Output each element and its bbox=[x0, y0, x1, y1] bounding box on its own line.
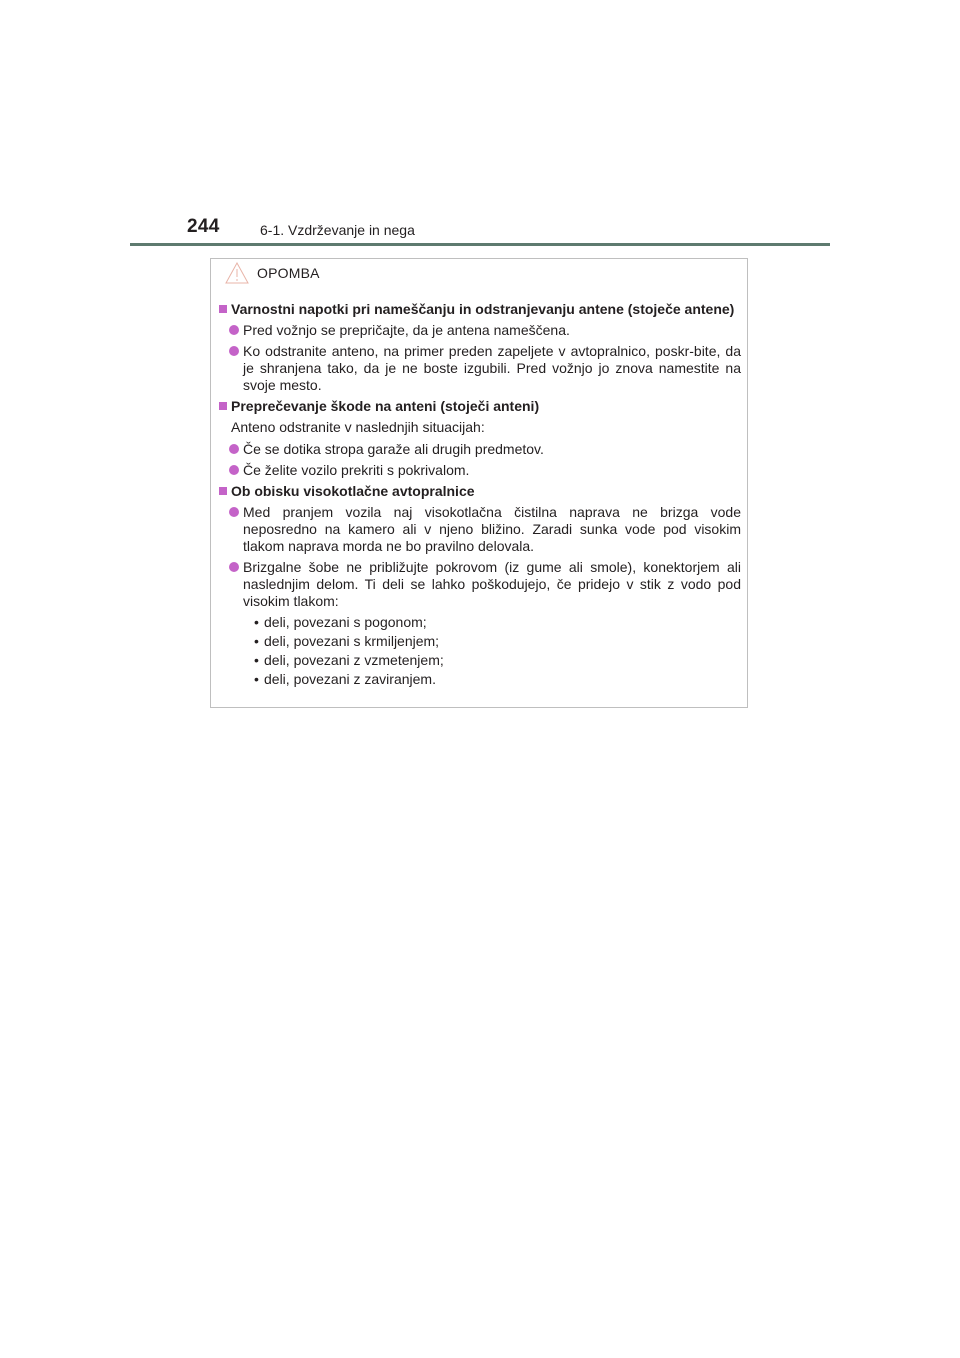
notice-body bbox=[219, 301, 741, 690]
header-rule bbox=[130, 243, 830, 246]
list-item: Pred vožnjo se prepričajte, da je antena nameščena. bbox=[218, 322, 741, 339]
circle-bullet-icon bbox=[229, 507, 239, 517]
circle-bullet-icon bbox=[229, 562, 239, 572]
section-heading: Ob obisku visokotlačne avtopralnice bbox=[219, 483, 741, 500]
dot-bullet-icon: • bbox=[254, 633, 259, 649]
sub-list-item: • deli, povezani z zaviranjem. bbox=[254, 671, 436, 687]
section-heading: Preprečevanje škode na anteni (stoječi anteni) bbox=[219, 398, 741, 415]
square-bullet-icon bbox=[219, 305, 227, 313]
list-item: Med pranjem vozila naj visokotlačna čistilna naprava ne brizga vode neposredno na kamero ali v njeno bližino. Zaradi sunka vode pod visokim tlakom naprava morda ne bo pravilno delovala. bbox=[218, 504, 741, 555]
list-item: Če želite vozilo prekriti s pokrivalom. bbox=[218, 462, 741, 479]
notice-header bbox=[225, 259, 320, 287]
notice-box bbox=[210, 258, 748, 708]
square-bullet-icon bbox=[219, 487, 227, 495]
circle-bullet-icon bbox=[229, 346, 239, 356]
list-item: Če se dotika stropa garaže ali drugih predmetov. bbox=[218, 441, 741, 458]
warning-triangle-icon bbox=[225, 262, 249, 284]
sub-list-item: • deli, povezani z vzmetenjem; bbox=[254, 652, 444, 668]
sub-list-item: • deli, povezani s krmiljenjem; bbox=[254, 633, 440, 649]
circle-bullet-icon bbox=[229, 465, 239, 475]
list-item: Ko odstranite anteno, na primer preden zapeljete v avtopralnico, poskr-bite, da je shranjena tako, da je ne boste izgubili. Pred vožnjo jo znova namestite na svoje mesto. bbox=[218, 343, 741, 394]
square-bullet-icon bbox=[219, 402, 227, 410]
sub-list-item: • deli, povezani s pogonom; bbox=[254, 614, 427, 630]
section-heading: Varnostni napotki pri nameščanju in odstranjevanju antene (stoječe antene) bbox=[219, 301, 741, 318]
dot-bullet-icon: • bbox=[254, 652, 259, 668]
dot-bullet-icon: • bbox=[254, 671, 259, 687]
list-item: Brizgalne šobe ne približujte pokrovom (iz gume ali smole), konektorjem ali naslednjim delom. Ti deli se lahko poškodujejo, če pridejo v stik z vodo pod visokim tlakom: bbox=[218, 559, 741, 610]
notice-title: OPOMBA bbox=[257, 265, 320, 281]
section-intro: Anteno odstranite v naslednjih situacijah: bbox=[231, 419, 485, 435]
section-title: 6-1. Vzdrževanje in nega bbox=[260, 222, 415, 238]
circle-bullet-icon bbox=[229, 444, 239, 454]
page-number: 244 bbox=[187, 216, 220, 237]
dot-bullet-icon: • bbox=[254, 614, 259, 630]
circle-bullet-icon bbox=[229, 325, 239, 335]
